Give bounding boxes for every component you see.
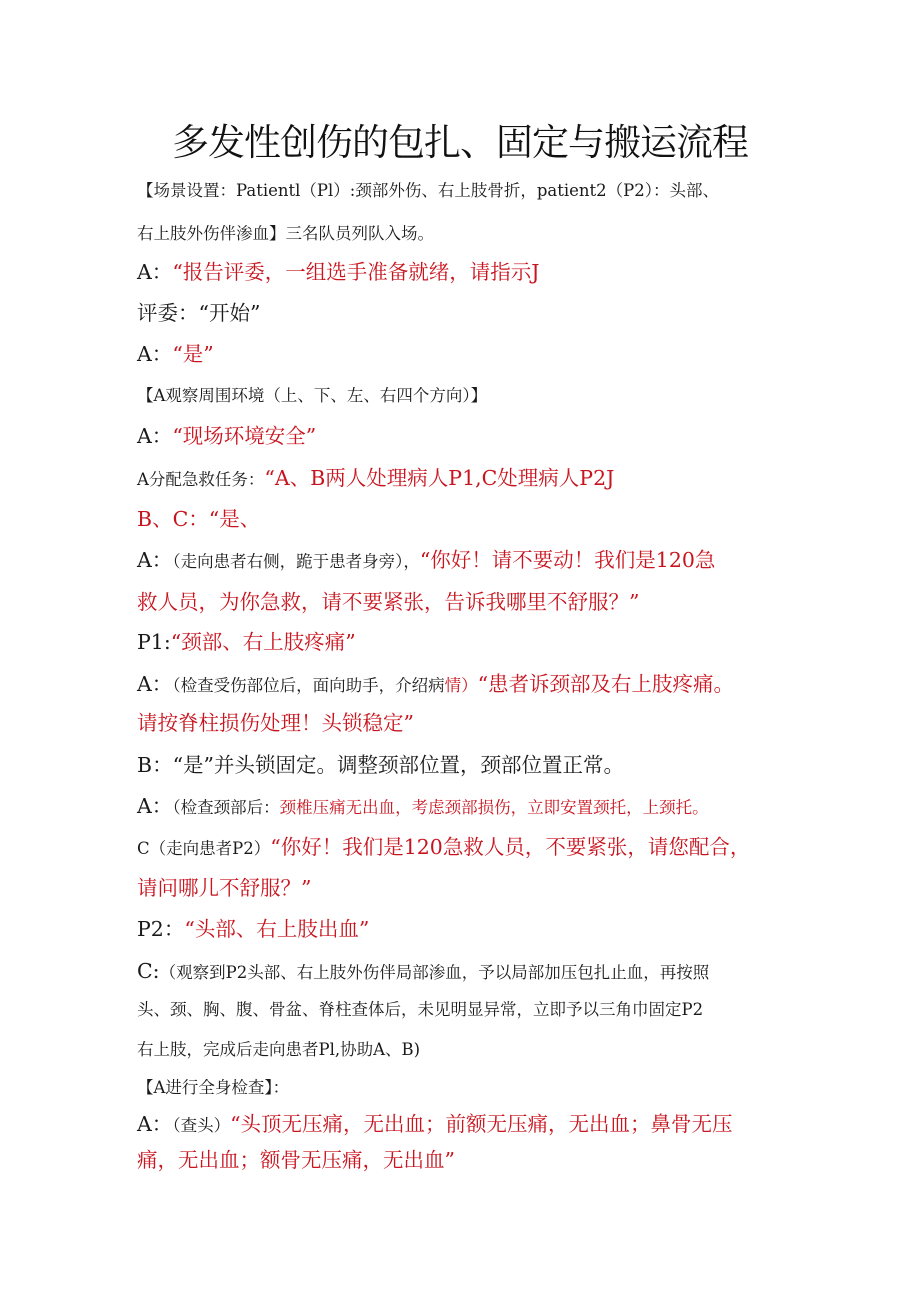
action-line bbox=[137, 1035, 420, 1065]
speaker-label: A： bbox=[137, 794, 173, 818]
dialogue-line bbox=[137, 791, 709, 823]
dialogue-quote: “报告评委，一组选手准备就绪，请指示J bbox=[172, 260, 540, 284]
speaker-label: A分配急救任务： bbox=[137, 470, 265, 489]
dialogue-line bbox=[137, 504, 260, 536]
action-line bbox=[137, 956, 709, 988]
stage-note: 右上肢，完成后走向患者Pl,协助A、B) bbox=[137, 1040, 421, 1059]
stage-note: （检查受伤部位后，面向助手，介绍病 bbox=[172, 676, 445, 695]
dialogue-line bbox=[137, 627, 356, 659]
text-segment: 【A进行全身检查】： bbox=[137, 1078, 290, 1097]
speaker-label: A： bbox=[137, 1112, 173, 1136]
dialogue-line bbox=[137, 421, 316, 453]
stage-note: （检查颈部后： bbox=[172, 798, 280, 817]
dialogue-line bbox=[137, 832, 750, 864]
dialogue-line bbox=[137, 298, 260, 330]
dialogue-quote: B、C：“是、 bbox=[137, 507, 261, 531]
text-segment: 【A观察周围环境（上、下、左、右四个方向）】 bbox=[137, 386, 488, 405]
speaker-label: A： bbox=[137, 260, 173, 284]
speaker-label: A： bbox=[137, 342, 173, 366]
scene-setting-line-1 bbox=[137, 176, 719, 206]
document-title: 多发性创伤的包扎、固定与搬运流程 bbox=[172, 121, 748, 164]
text-segment: 右上肢外伤伴渗血】三名队员列队入场。 bbox=[137, 224, 434, 243]
dialogue-quote: “A、B两人处理病人P1,C处理病人P2J bbox=[264, 466, 615, 490]
dialogue-line bbox=[137, 914, 369, 946]
text-segment: 【场景设置：Patientl（Pl）:颈部外伤、右上肢骨折，patient2（P2）：头部、 bbox=[137, 181, 720, 200]
dialogue-quote: “现场环境安全” bbox=[172, 424, 317, 448]
scene-setting-line-2 bbox=[137, 219, 434, 249]
dialogue-line bbox=[137, 708, 414, 740]
dialogue-quote: “你好！请不要动！我们是120急 bbox=[419, 548, 716, 572]
dialogue-line bbox=[137, 750, 624, 782]
stage-note: 情） bbox=[444, 676, 478, 695]
speaker-label: C: bbox=[137, 959, 160, 983]
dialogue-quote: “你好！我们是120急救人员，不要紧张，请您配合， bbox=[270, 835, 751, 859]
dialogue-line bbox=[137, 1145, 455, 1177]
dialogue-quote: “是” bbox=[172, 342, 214, 366]
dialogue-line bbox=[137, 587, 639, 619]
dialogue-quote: 痛，无出血；额骨无压痛，无出血” bbox=[137, 1148, 455, 1172]
stage-note: （查头） bbox=[172, 1116, 231, 1135]
action-line bbox=[137, 995, 703, 1025]
dialogue-line bbox=[137, 463, 614, 495]
dialogue-quote: 请按脊柱损伤处理！头锁稳定” bbox=[137, 711, 414, 735]
dialogue-line bbox=[137, 873, 311, 905]
speaker-label: B： bbox=[137, 753, 173, 777]
stage-note: （观察到P2头部、右上肢外伤伴局部渗血，予以局部加压包扎止血，再按照 bbox=[159, 963, 710, 982]
stage-direction bbox=[137, 1073, 289, 1103]
dialogue-line bbox=[137, 339, 214, 371]
stage-note: （走向患者右侧，跪于患者身旁）， bbox=[172, 552, 420, 571]
dialogue-quote: “头顶无压痛，无出血；前额无压痛，无出血；鼻骨无压 bbox=[230, 1112, 733, 1136]
dialogue-quote: “患者诉颈部及右上肢疼痛。 bbox=[477, 672, 735, 696]
dialogue-quote: 评委：“开始” bbox=[137, 301, 261, 325]
dialogue-line bbox=[137, 669, 734, 701]
speaker-label: C（走向患者P2） bbox=[137, 839, 271, 858]
dialogue-line bbox=[137, 257, 540, 289]
stage-note: 头、颈、胸、腹、骨盆、脊柱查体后，未见明显异常，立即予以三角巾固定P2 bbox=[137, 1000, 704, 1019]
stage-direction bbox=[137, 381, 487, 411]
stage-note: 颈椎压痛无出血，考虑颈部损伤，立即安置颈托，上颈托。 bbox=[279, 798, 709, 817]
dialogue-line bbox=[137, 545, 715, 577]
speaker-label: P1: bbox=[137, 630, 171, 654]
dialogue-quote: “是”并头锁固定。调整颈部位置，颈部位置正常。 bbox=[172, 753, 625, 777]
speaker-label: A： bbox=[137, 424, 173, 448]
dialogue-quote: 救人员，为你急救，请不要紧张，告诉我哪里不舒服？” bbox=[137, 590, 640, 614]
speaker-label: P2： bbox=[137, 917, 185, 941]
dialogue-quote: “颈部、右上肢疼痛” bbox=[170, 630, 356, 654]
speaker-label: A： bbox=[137, 548, 173, 572]
dialogue-quote: 请问哪儿不舒服？” bbox=[137, 876, 312, 900]
dialogue-quote: “头部、右上肢出血” bbox=[184, 917, 370, 941]
dialogue-line bbox=[137, 1109, 733, 1141]
speaker-label: A： bbox=[137, 672, 173, 696]
